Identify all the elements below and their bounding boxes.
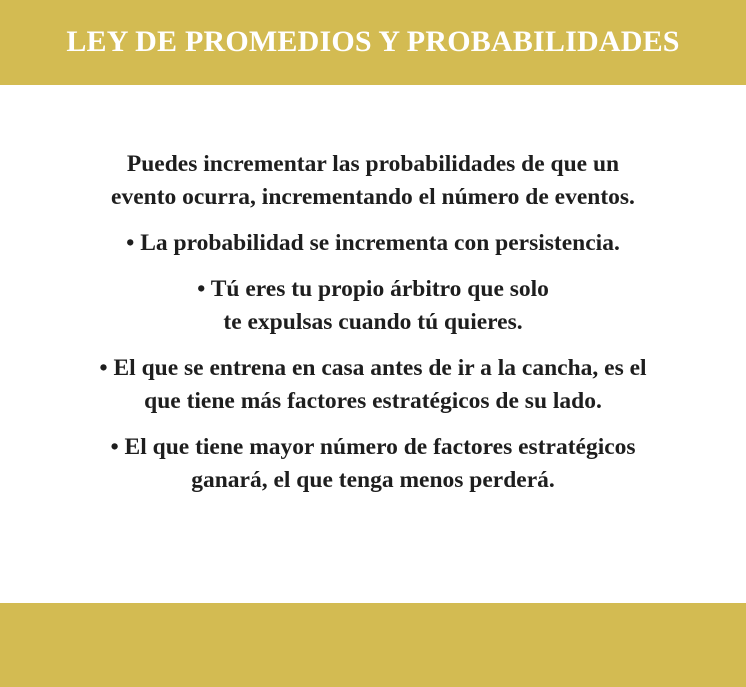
text-line: • Tú eres tu propio árbitro que solo xyxy=(197,276,549,302)
slide-title: LEY DE PROMEDIOS Y PROBABILIDADES xyxy=(66,25,680,58)
text-line: que tiene más factores estratégicos de su lado. xyxy=(144,388,602,414)
text-line: • La probabilidad se incrementa con persistencia. xyxy=(126,230,620,256)
text-line: • El que tiene mayor número de factores estratégicos xyxy=(110,434,636,460)
bullet-referee xyxy=(0,273,746,339)
text-line: te expulsas cuando tú quieres. xyxy=(223,309,523,335)
paragraph-intro xyxy=(0,148,746,214)
bullet-training xyxy=(0,352,746,418)
text-line: ganará, el que tenga menos perderá. xyxy=(191,467,555,493)
bullet-persistence xyxy=(0,227,746,260)
text-line: Puedes incrementar las probabilidades de que un xyxy=(126,151,620,177)
text-line: • El que se entrena en casa antes de ir a la cancha, es el xyxy=(99,355,647,381)
footer-band xyxy=(0,603,746,687)
header-band xyxy=(0,0,746,85)
bullet-strategic-factors xyxy=(0,431,746,497)
slide-body xyxy=(0,148,746,510)
text-line: evento ocurra, incrementando el número de eventos. xyxy=(111,184,635,210)
